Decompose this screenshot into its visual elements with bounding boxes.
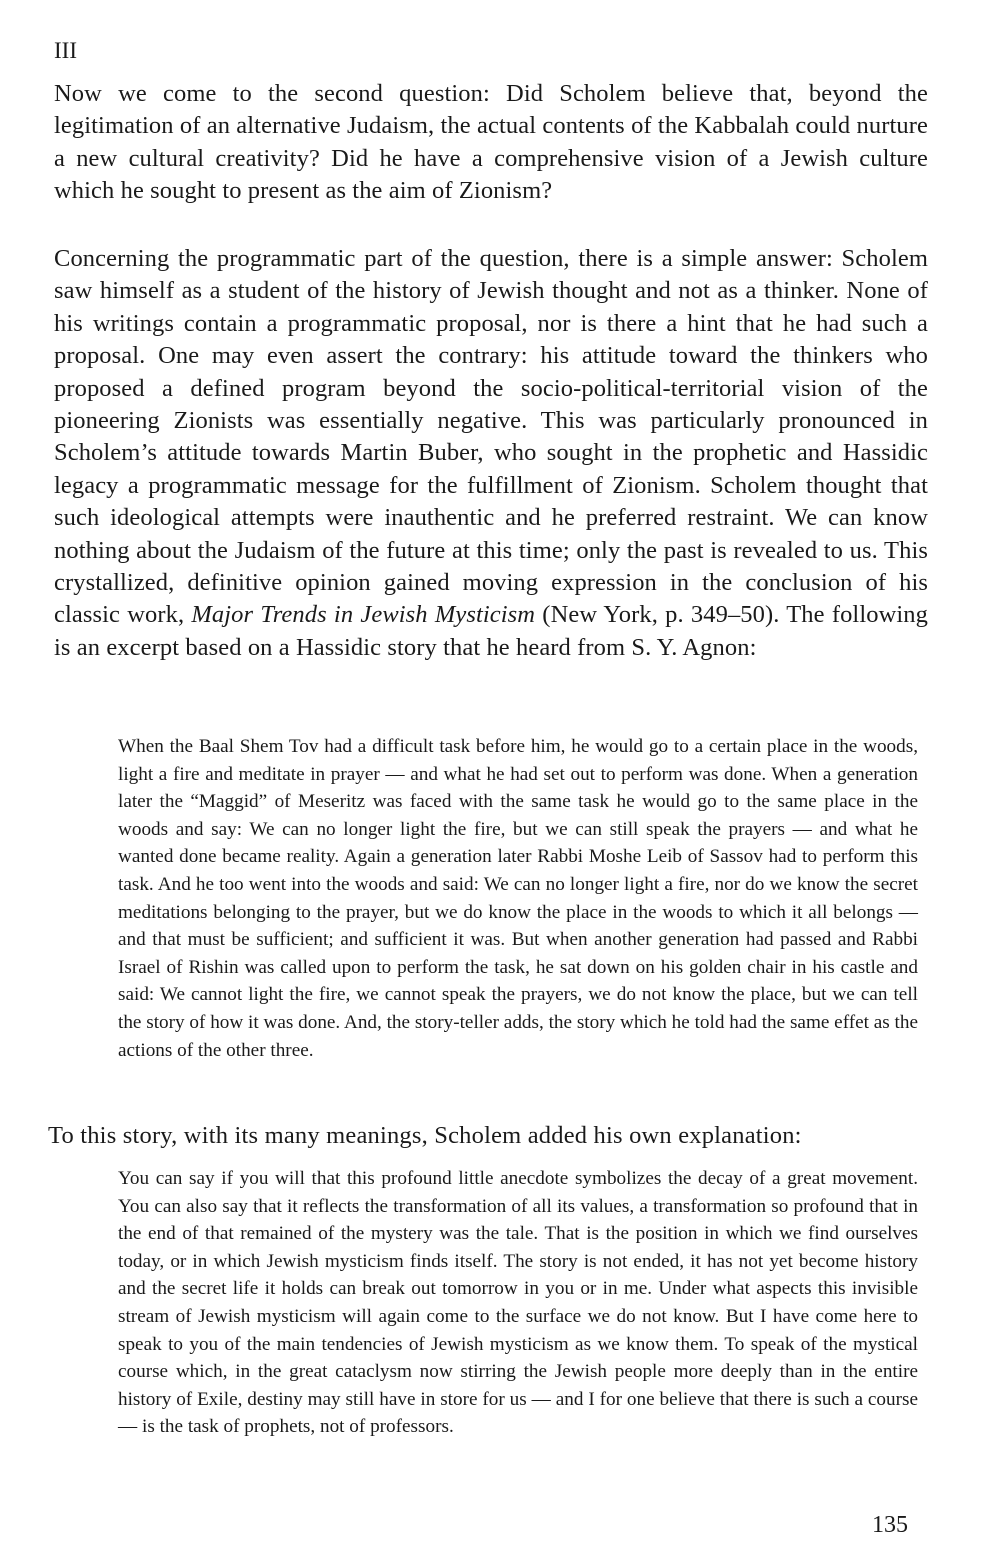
quote-lead-in: To this story, with its many meanings, Scholem added his own explanation: bbox=[48, 1122, 802, 1149]
block-quote-explanation: You can say if you will that this profound little anecdote symbolizes the decay of a great movement. You can also say that it reflects the transformation of all its values, a transformation so profound that in the end of that remained of the mystery was the tale. That is the position in which we find ourselves today, or in which Jewish mysticism finds itself. The story is not ended, it has not yet become history and the secret life it holds can break out tomorrow in you or in me. Under what aspects this invisible stream of Jewish mysticism will again come to the surface we do not know. But I have come here to speak to you of the main tendencies of Jewish mysticism as we know them. To speak of the mystical course which, in the great cataclysm now stirring the Jewish people more deeply than in the entire history of Exile, destiny may still have in store for us — and I for one believe that there is such a course — is the task of prophets, not of professors. bbox=[118, 1168, 918, 1438]
body-paragraph: Now we come to the second question: Did Scholem believe that, beyond the legitimation of an alternative Judaism, the actual contents of the Kabbalah could nurture a new cultural creativity? Did he have a comprehensive vision of a Jewish culture which he sought to present as the aim of Zionism? bbox=[54, 80, 928, 205]
page-number: 135 bbox=[872, 1512, 908, 1538]
paragraph-text: (New York, p. 349–50). The following is an excerpt based on a Hassidic story that he heard from S. Y. Agnon: bbox=[54, 601, 928, 661]
section-heading-numeral: III bbox=[54, 38, 77, 63]
paragraph-text: Concerning the programmatic part of the question, there is a simple answer: Scholem saw himself as a student of the history of Jewish thought and not as a thinker. None of his writings contain a programmatic proposal, nor is there a hint that he had such a proposal. One may even assert the contrary: his attitude toward the thinkers who proposed a defined program beyond the socio-political-territorial vision of the pioneering Zionists was essentially negative. This was particularly pronounced in Scholem’s attitude towards Martin Buber, who sought in the prophetic and Hassidic legacy a programmatic message for the fulfillment of Zionism. Scholem thought that such ideological attempts were inauthentic and he preferred restraint. We can know nothing about the Judaism of the future at this time; only the past is revealed to us. This crystallized, definitive opinion gained moving expression in the conclusion of his classic work, bbox=[54, 245, 928, 629]
body-paragraph bbox=[54, 243, 928, 664]
block-quote-story: When the Baal Shem Tov had a difficult task before him, he would go to a certain place in the woods, light a fire and meditate in prayer — and what he had set out to perform was done. When a generation later the “Maggid” of Meseritz was faced with the same task he would go to the same place in the woods and say: We can no longer light the fire, but we can still speak the prayers — and what he wanted done became reality. Again a generation later Rabbi Moshe Leib of Sassov had to perform this task. And he too went into the woods and said: We can no longer light a fire, nor do we know the secret meditations belonging to the prayer, but we do know the place in the woods to which it all belongs — and that must be sufficient; and sufficient it was. But when another generation had passed and Rabbi Israel of Rishin was called upon to perform the task, he sat down on his golden chair in his castle and said: We cannot light the fire, we cannot speak the prayers, we do not know the place, but we can tell the story of how it was done. And, the story-teller adds, the story which he told had the same effet as the actions of the other three. bbox=[118, 736, 918, 1061]
book-title: Major Trends in Jewish Mysticism bbox=[191, 601, 536, 629]
